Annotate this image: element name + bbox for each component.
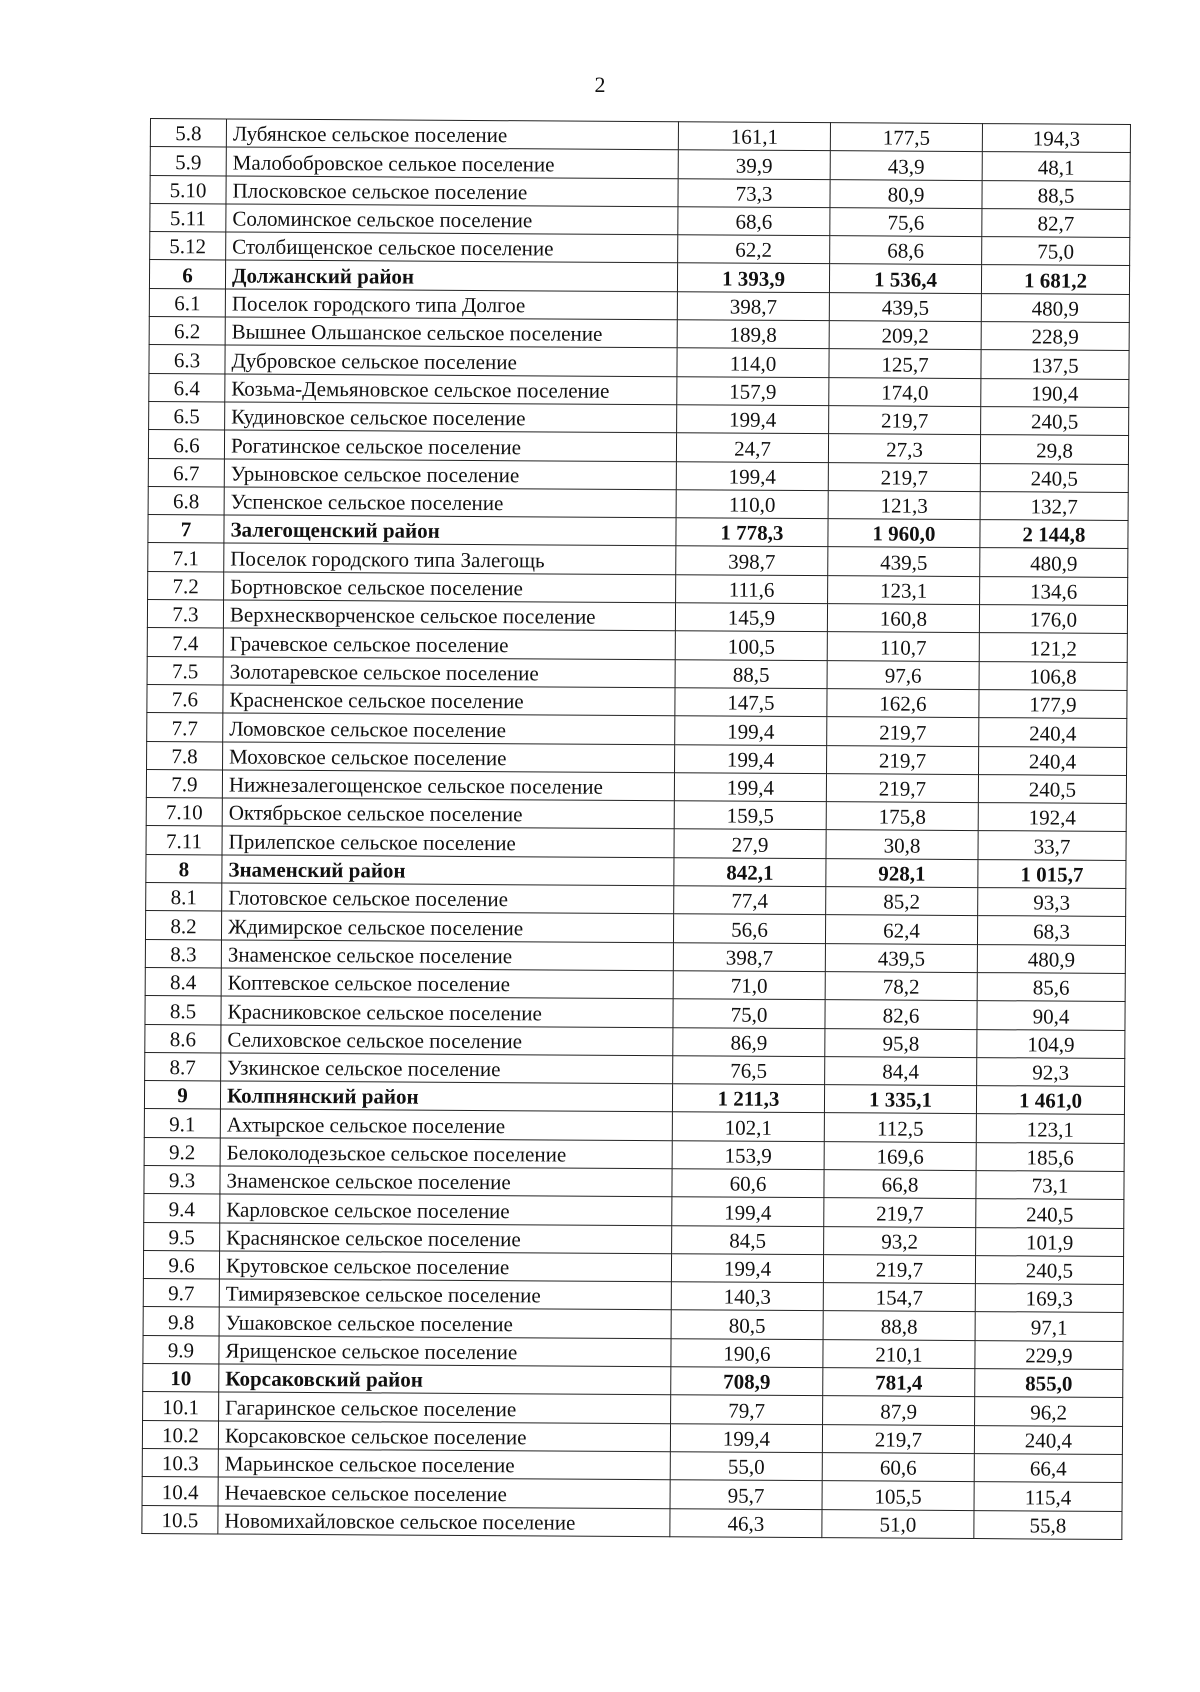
value-3-cell: 1 681,2: [981, 265, 1129, 294]
settlement-name-cell: Знаменский район: [222, 855, 674, 886]
value-1-cell: 102,1: [672, 1112, 824, 1141]
value-2-cell: 219,7: [827, 745, 979, 774]
row-number-cell: 7.11: [146, 826, 222, 855]
value-1-cell: 842,1: [674, 857, 826, 886]
value-2-cell: 88,8: [823, 1311, 975, 1340]
value-2-cell: 85,2: [826, 887, 978, 916]
settlement-name-cell: Малобобровское селькое поселение: [226, 147, 678, 178]
settlement-name-cell: Белоколодезьское сельское поселение: [220, 1138, 672, 1169]
settlement-name-cell: Корсаковский район: [219, 1364, 671, 1395]
settlement-name-cell: Краснянское сельское поселение: [220, 1223, 672, 1254]
value-3-cell: 240,4: [979, 746, 1127, 775]
value-3-cell: 240,4: [974, 1425, 1122, 1454]
value-1-cell: 73,3: [678, 178, 830, 207]
value-2-cell: 219,7: [829, 406, 981, 435]
row-number-cell: 9.2: [144, 1137, 220, 1166]
row-number-cell: 8.6: [145, 1024, 221, 1053]
value-1-cell: 27,9: [674, 829, 826, 858]
value-2-cell: 210,1: [823, 1339, 975, 1368]
settlement-name-cell: Грачевское сельское поселение: [223, 628, 675, 659]
value-2-cell: 219,7: [822, 1424, 974, 1453]
value-1-cell: 190,6: [671, 1338, 823, 1367]
settlement-name-cell: Прилепское сельское поселение: [222, 826, 674, 857]
value-2-cell: 78,2: [825, 972, 977, 1001]
settlement-name-cell: Красненское сельское поселение: [223, 685, 675, 716]
row-number-cell: 6.7: [148, 458, 224, 487]
row-number-cell: 7.4: [147, 628, 223, 657]
value-1-cell: 55,0: [670, 1452, 822, 1481]
settlement-name-cell: Карловское сельское поселение: [220, 1194, 672, 1225]
value-1-cell: 153,9: [672, 1140, 824, 1169]
value-2-cell: 175,8: [826, 802, 978, 831]
value-1-cell: 161,1: [678, 122, 830, 151]
settlement-name-cell: Кудиновское сельское поселение: [225, 402, 677, 433]
settlement-name-cell: Залегощенский район: [224, 515, 676, 546]
row-number-cell: 10: [143, 1364, 219, 1393]
row-number-cell: 5.11: [150, 203, 226, 232]
value-3-cell: 240,5: [978, 774, 1126, 803]
settlement-name-cell: Столбищенское сельское поселение: [226, 232, 678, 263]
value-1-cell: 68,6: [678, 207, 830, 236]
value-1-cell: 95,7: [670, 1480, 822, 1509]
row-number-cell: 8: [146, 854, 222, 883]
settlement-name-cell: Плосковское сельское поселение: [226, 176, 678, 207]
value-1-cell: 62,2: [678, 235, 830, 264]
value-2-cell: 66,8: [824, 1170, 976, 1199]
settlement-name-cell: Глотовское сельское поселение: [222, 883, 674, 914]
row-number-cell: 6: [149, 260, 225, 289]
value-3-cell: 228,9: [981, 322, 1129, 351]
settlement-name-cell: Урыновское сельское поселение: [224, 459, 676, 490]
value-1-cell: 111,6: [676, 574, 828, 603]
value-1-cell: 398,7: [673, 942, 825, 971]
value-1-cell: 71,0: [673, 971, 825, 1000]
value-1-cell: 1 211,3: [672, 1084, 824, 1113]
row-number-cell: 7.2: [148, 571, 224, 600]
value-2-cell: 82,6: [825, 1000, 977, 1029]
row-number-cell: 10.4: [142, 1477, 218, 1506]
settlement-name-cell: Дубровское сельское поселение: [225, 345, 677, 376]
value-2-cell: 219,7: [826, 773, 978, 802]
settlement-name-cell: Соломинское сельское поселение: [226, 204, 678, 235]
value-2-cell: 51,0: [822, 1509, 974, 1538]
value-2-cell: 95,8: [825, 1028, 977, 1057]
settlement-name-cell: Крутовское сельское поселение: [219, 1251, 671, 1282]
value-1-cell: 199,4: [672, 1197, 824, 1226]
row-number-cell: 5.9: [150, 147, 226, 176]
value-3-cell: 480,9: [977, 944, 1125, 973]
row-number-cell: 10.2: [142, 1420, 218, 1449]
value-1-cell: 56,6: [673, 914, 825, 943]
settlement-name-cell: Ждимирское сельское поселение: [221, 911, 673, 942]
settlement-name-cell: Ярищенское сельское поселение: [219, 1336, 671, 1367]
value-3-cell: 240,5: [980, 463, 1128, 492]
value-2-cell: 439,5: [828, 547, 980, 576]
value-3-cell: 66,4: [974, 1454, 1122, 1483]
row-number-cell: 9.3: [144, 1165, 220, 1194]
row-number-cell: 5.12: [150, 232, 226, 261]
row-number-cell: 8.1: [146, 883, 222, 912]
value-3-cell: 240,5: [981, 407, 1129, 436]
value-3-cell: 82,7: [982, 208, 1130, 237]
value-3-cell: 104,9: [977, 1029, 1125, 1058]
value-3-cell: 480,9: [981, 293, 1129, 322]
row-number-cell: 8.7: [145, 1052, 221, 1081]
value-3-cell: 123,1: [976, 1114, 1124, 1143]
value-2-cell: 160,8: [827, 604, 979, 633]
row-number-cell: 7.7: [147, 713, 223, 742]
row-number-cell: 7.6: [147, 684, 223, 713]
row-number-cell: 7.3: [147, 600, 223, 629]
value-1-cell: 398,7: [676, 546, 828, 575]
row-number-cell: 6.5: [149, 401, 225, 430]
settlement-name-cell: Тимирязевское сельское поселение: [219, 1279, 671, 1310]
settlement-name-cell: Знаменское сельское поселение: [221, 940, 673, 971]
row-number-cell: 6.3: [149, 345, 225, 374]
value-2-cell: 177,5: [830, 123, 982, 152]
value-1-cell: 199,4: [676, 461, 828, 490]
value-1-cell: 199,4: [671, 1254, 823, 1283]
row-number-cell: 8.4: [145, 967, 221, 996]
value-1-cell: 100,5: [675, 631, 827, 660]
settlement-name-cell: Козьма-Демьяновское сельское поселение: [225, 374, 677, 405]
value-3-cell: 190,4: [981, 378, 1129, 407]
settlement-name-cell: Рогатинское сельское поселение: [224, 430, 676, 461]
row-number-cell: 9.6: [143, 1250, 219, 1279]
value-2-cell: 60,6: [822, 1453, 974, 1482]
settlement-name-cell: Ломовское сельское поселение: [223, 713, 675, 744]
value-2-cell: 62,4: [825, 915, 977, 944]
settlement-name-cell: Лубянское сельское поселение: [226, 119, 678, 150]
settlement-name-cell: Новомихайловское сельское поселение: [218, 1505, 670, 1536]
value-3-cell: 75,0: [982, 237, 1130, 266]
settlement-name-cell: Корсаковское сельское поселение: [218, 1421, 670, 1452]
value-1-cell: 80,5: [671, 1310, 823, 1339]
settlement-name-cell: Красниковское сельское поселение: [221, 996, 673, 1027]
value-2-cell: 209,2: [829, 321, 981, 350]
value-3-cell: 194,3: [982, 124, 1130, 153]
value-3-cell: 96,2: [975, 1397, 1123, 1426]
value-2-cell: 154,7: [823, 1283, 975, 1312]
value-2-cell: 928,1: [826, 858, 978, 887]
value-1-cell: 708,9: [671, 1367, 823, 1396]
value-3-cell: 90,4: [977, 1001, 1125, 1030]
settlement-name-cell: Узкинское сельское поселение: [221, 1053, 673, 1084]
settlement-name-cell: Поселок городского типа Долгое: [225, 289, 677, 320]
data-table-container: [141, 118, 1130, 1540]
value-3-cell: 480,9: [980, 548, 1128, 577]
row-number-cell: 6.4: [149, 373, 225, 402]
row-number-cell: 6.8: [148, 486, 224, 515]
row-number-cell: 10.1: [143, 1392, 219, 1421]
row-number-cell: 9.4: [144, 1194, 220, 1223]
row-number-cell: 7: [148, 515, 224, 544]
value-2-cell: 97,6: [827, 660, 979, 689]
row-number-cell: 9.1: [144, 1109, 220, 1138]
row-number-cell: 6.1: [149, 288, 225, 317]
value-3-cell: 115,4: [974, 1482, 1122, 1511]
value-1-cell: 114,0: [677, 348, 829, 377]
value-2-cell: 75,6: [830, 208, 982, 237]
value-2-cell: 219,7: [823, 1255, 975, 1284]
value-2-cell: 219,7: [828, 462, 980, 491]
row-number-cell: 7.10: [146, 798, 222, 827]
settlement-name-cell: Вышнее Ольшанское сельское поселение: [225, 317, 677, 348]
value-1-cell: 189,8: [677, 320, 829, 349]
settlement-name-cell: Нижнезалегощенское сельское поселение: [222, 770, 674, 801]
value-1-cell: 75,0: [673, 999, 825, 1028]
value-3-cell: 101,9: [976, 1227, 1124, 1256]
table-row: [142, 1505, 1122, 1539]
value-3-cell: 55,8: [974, 1510, 1122, 1539]
value-2-cell: 43,9: [830, 151, 982, 180]
value-3-cell: 1 015,7: [978, 859, 1126, 888]
table-body: [142, 119, 1131, 1540]
settlement-name-cell: Ушаковское сельское поселение: [219, 1307, 671, 1338]
value-2-cell: 27,3: [828, 434, 980, 463]
value-3-cell: 73,1: [976, 1171, 1124, 1200]
row-number-cell: 8.2: [145, 911, 221, 940]
row-number-cell: 7.9: [146, 769, 222, 798]
value-1-cell: 157,9: [677, 376, 829, 405]
value-1-cell: 60,6: [672, 1169, 824, 1198]
value-2-cell: 169,6: [824, 1141, 976, 1170]
settlement-name-cell: Ахтырское сельское поселение: [220, 1109, 672, 1140]
value-2-cell: 219,7: [824, 1198, 976, 1227]
value-1-cell: 77,4: [674, 886, 826, 915]
row-number-cell: 9.8: [143, 1307, 219, 1336]
value-3-cell: 85,6: [977, 972, 1125, 1001]
value-1-cell: 199,4: [674, 773, 826, 802]
value-1-cell: 1 778,3: [676, 518, 828, 547]
value-2-cell: 68,6: [830, 236, 982, 265]
row-number-cell: 5.10: [150, 175, 226, 204]
value-3-cell: 33,7: [978, 831, 1126, 860]
value-2-cell: 781,4: [823, 1368, 975, 1397]
value-3-cell: 92,3: [977, 1057, 1125, 1086]
value-3-cell: 229,9: [975, 1340, 1123, 1369]
value-1-cell: 24,7: [676, 433, 828, 462]
value-3-cell: 68,3: [977, 916, 1125, 945]
value-3-cell: 132,7: [980, 491, 1128, 520]
row-number-cell: 10.3: [142, 1448, 218, 1477]
value-3-cell: 176,0: [979, 605, 1127, 634]
row-number-cell: 7.8: [147, 741, 223, 770]
value-2-cell: 105,5: [822, 1481, 974, 1510]
row-number-cell: 9: [144, 1081, 220, 1110]
value-2-cell: 93,2: [824, 1226, 976, 1255]
settlement-name-cell: Марьинское сельское поселение: [218, 1449, 670, 1480]
settlement-name-cell: Золотаревское сельское поселение: [223, 657, 675, 688]
value-1-cell: 140,3: [671, 1282, 823, 1311]
value-2-cell: 87,9: [823, 1396, 975, 1425]
settlement-name-cell: Успенское сельское поселение: [224, 487, 676, 518]
value-3-cell: 121,2: [979, 633, 1127, 662]
settlement-name-cell: Коптевское сельское поселение: [221, 968, 673, 999]
settlement-name-cell: Бортновское сельское поселение: [224, 572, 676, 603]
row-number-cell: 9.7: [143, 1279, 219, 1308]
value-2-cell: 1 335,1: [824, 1085, 976, 1114]
row-number-cell: 6.2: [149, 317, 225, 346]
row-number-cell: 8.5: [145, 996, 221, 1025]
settlement-name-cell: Моховское сельское поселение: [223, 741, 675, 772]
value-3-cell: 97,1: [975, 1312, 1123, 1341]
settlement-name-cell: Гагаринское сельское поселение: [219, 1392, 671, 1423]
value-3-cell: 855,0: [975, 1369, 1123, 1398]
value-3-cell: 240,4: [979, 718, 1127, 747]
settlement-name-cell: Знаменское сельское поселение: [220, 1166, 672, 1197]
value-1-cell: 88,5: [675, 659, 827, 688]
row-number-cell: 9.5: [144, 1222, 220, 1251]
value-2-cell: 123,1: [828, 575, 980, 604]
value-2-cell: 121,3: [828, 491, 980, 520]
value-1-cell: 199,4: [670, 1423, 822, 1452]
value-3-cell: 93,3: [978, 888, 1126, 917]
value-3-cell: 192,4: [978, 803, 1126, 832]
value-3-cell: 88,5: [982, 180, 1130, 209]
value-2-cell: 162,6: [827, 689, 979, 718]
value-3-cell: 177,9: [979, 690, 1127, 719]
row-number-cell: 8.3: [145, 939, 221, 968]
row-number-cell: 7.5: [147, 656, 223, 685]
value-1-cell: 145,9: [675, 603, 827, 632]
value-3-cell: 2 144,8: [980, 520, 1128, 549]
value-3-cell: 48,1: [982, 152, 1130, 181]
settlements-table: [141, 118, 1131, 1540]
value-1-cell: 86,9: [673, 1027, 825, 1056]
value-3-cell: 169,3: [975, 1284, 1123, 1313]
value-3-cell: 240,5: [975, 1255, 1123, 1284]
value-1-cell: 46,3: [670, 1508, 822, 1537]
row-number-cell: 5.8: [150, 119, 226, 148]
value-2-cell: 125,7: [829, 349, 981, 378]
value-2-cell: 1 960,0: [828, 519, 980, 548]
value-1-cell: 79,7: [671, 1395, 823, 1424]
row-number-cell: 7.1: [148, 543, 224, 572]
value-3-cell: 29,8: [980, 435, 1128, 464]
value-1-cell: 199,4: [675, 716, 827, 745]
value-1-cell: 398,7: [677, 292, 829, 321]
value-2-cell: 219,7: [827, 717, 979, 746]
settlement-name-cell: Селиховское сельское поселение: [221, 1024, 673, 1055]
value-2-cell: 1 536,4: [829, 264, 981, 293]
value-1-cell: 159,5: [674, 801, 826, 830]
value-1-cell: 76,5: [673, 1056, 825, 1085]
settlement-name-cell: Поселок городского типа Залегощь: [224, 543, 676, 574]
settlement-name-cell: Колпнянский район: [220, 1081, 672, 1112]
row-number-cell: 6.6: [148, 430, 224, 459]
page-number: 2: [594, 72, 606, 97]
value-2-cell: 439,5: [825, 943, 977, 972]
settlement-name-cell: Должанский район: [225, 260, 677, 291]
value-3-cell: 106,8: [979, 661, 1127, 690]
value-2-cell: 84,4: [825, 1056, 977, 1085]
value-2-cell: 110,7: [827, 632, 979, 661]
row-number-cell: 10.5: [142, 1505, 218, 1534]
value-3-cell: 240,5: [976, 1199, 1124, 1228]
value-2-cell: 30,8: [826, 830, 978, 859]
settlement-name-cell: Октябрьское сельское поселение: [222, 798, 674, 829]
settlement-name-cell: Нечаевское сельское поселение: [218, 1477, 670, 1508]
row-number-cell: 9.9: [143, 1335, 219, 1364]
value-1-cell: 84,5: [672, 1225, 824, 1254]
value-1-cell: 1 393,9: [677, 263, 829, 292]
value-3-cell: 134,6: [980, 576, 1128, 605]
value-2-cell: 80,9: [830, 179, 982, 208]
value-3-cell: 185,6: [976, 1142, 1124, 1171]
value-3-cell: 1 461,0: [976, 1086, 1124, 1115]
value-1-cell: 199,4: [675, 744, 827, 773]
settlement-name-cell: Верхнескворченское сельское поселение: [223, 600, 675, 631]
value-3-cell: 137,5: [981, 350, 1129, 379]
value-2-cell: 174,0: [829, 377, 981, 406]
value-2-cell: 439,5: [829, 292, 981, 321]
value-1-cell: 199,4: [677, 405, 829, 434]
value-2-cell: 112,5: [824, 1113, 976, 1142]
value-1-cell: 147,5: [675, 688, 827, 717]
value-1-cell: 110,0: [676, 490, 828, 519]
value-1-cell: 39,9: [678, 150, 830, 179]
